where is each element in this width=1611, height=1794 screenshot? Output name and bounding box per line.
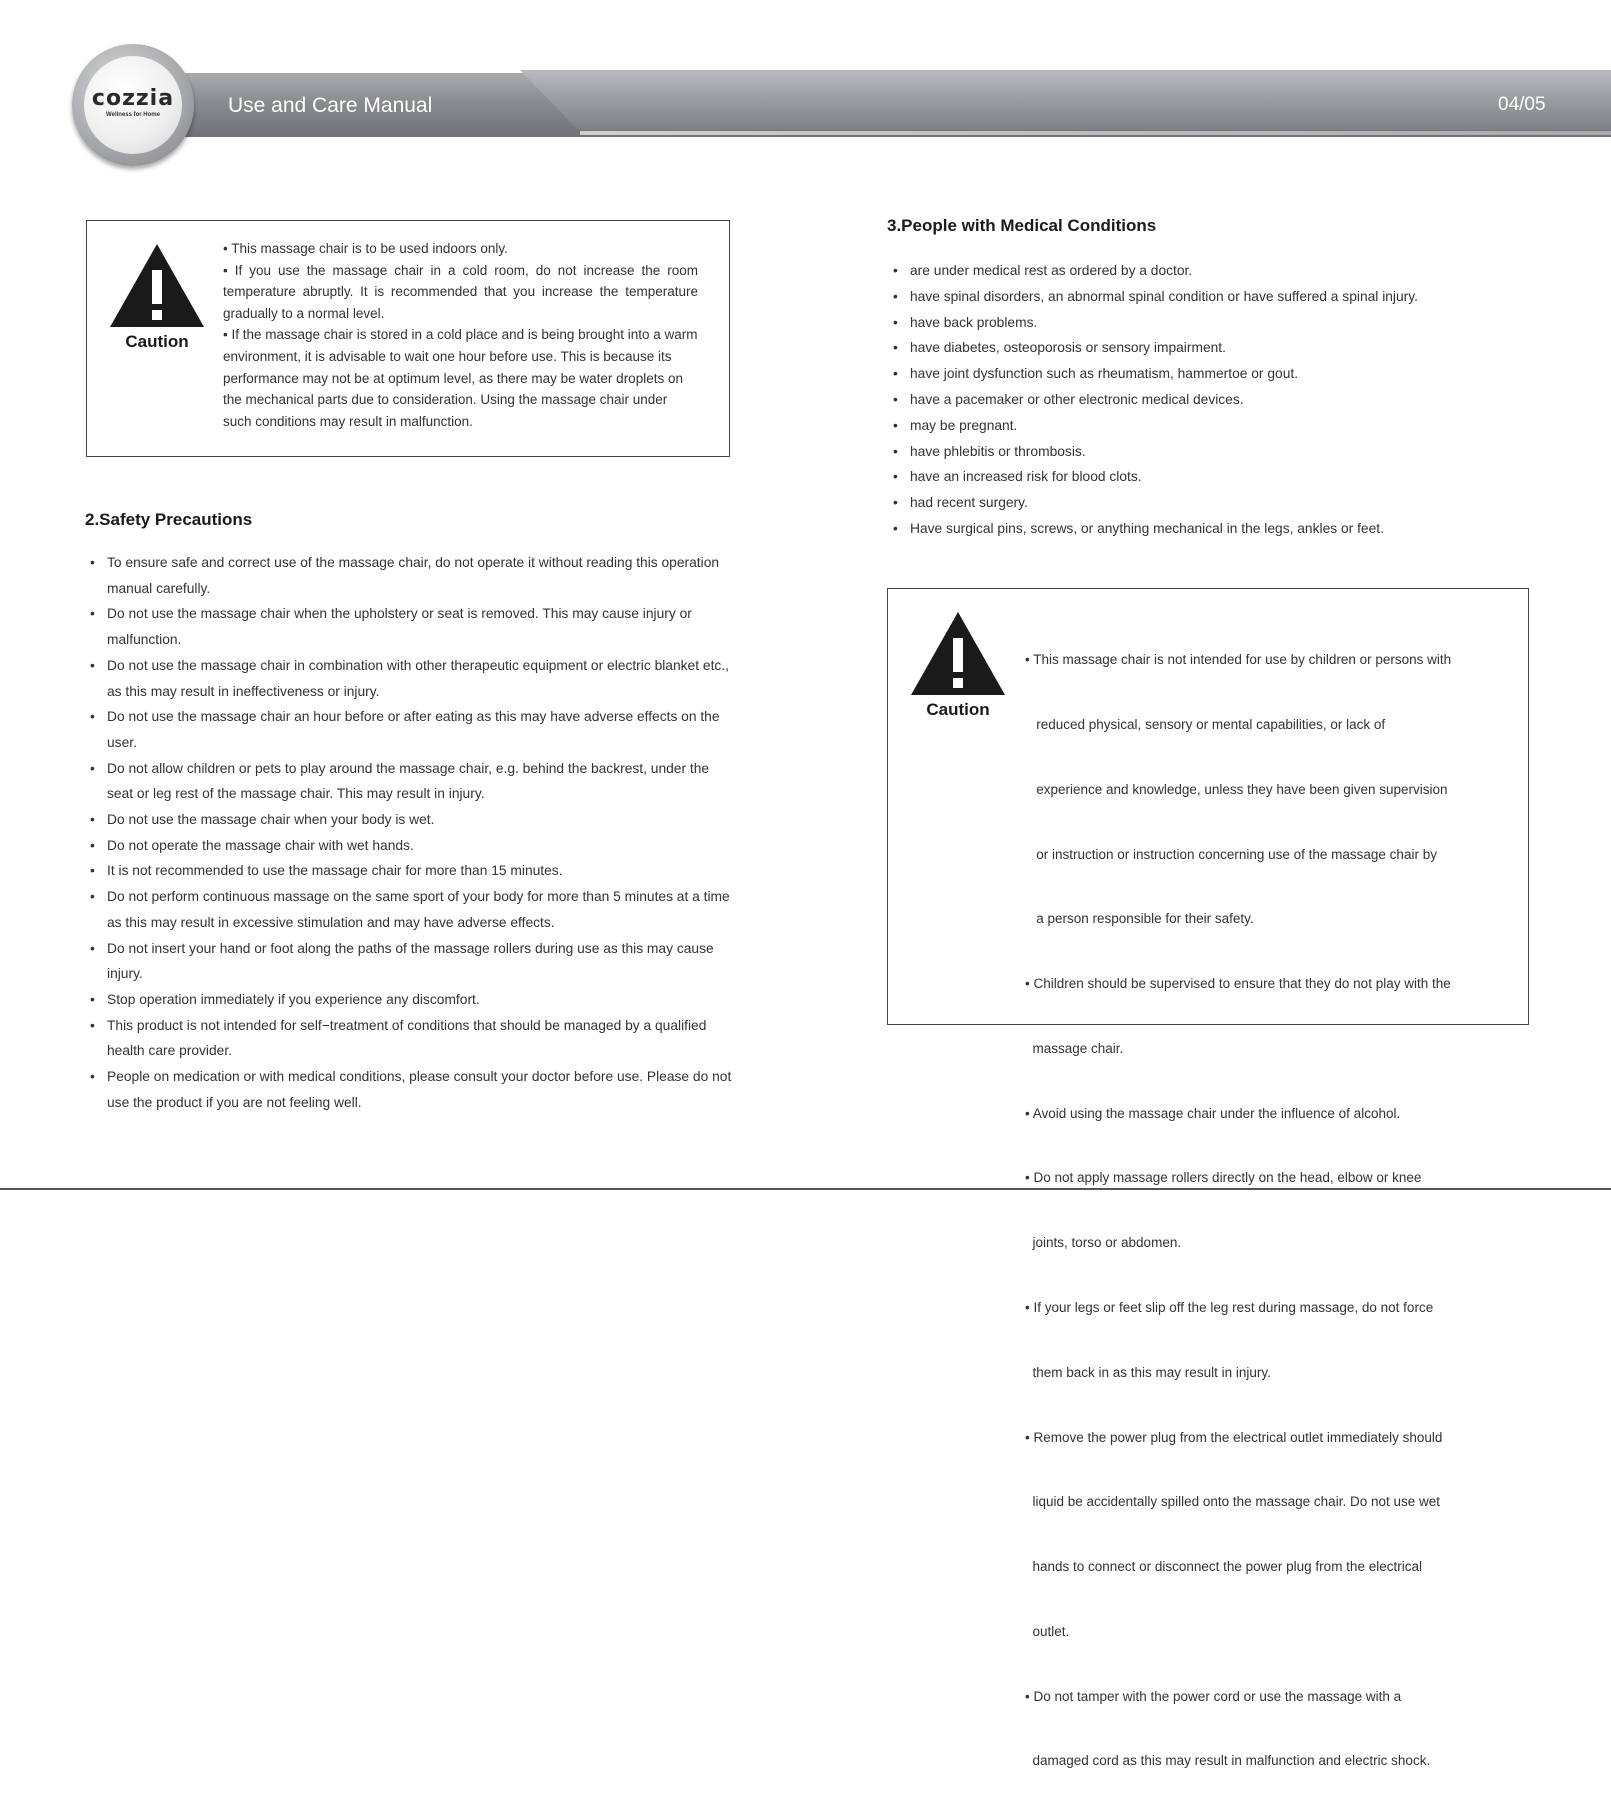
list-item: • had recent surgery.: [891, 490, 1571, 516]
caution-line: • Do not apply massage rollers directly on the head, elbow or knee: [1025, 1170, 1422, 1186]
logo: cozzia: [91, 86, 175, 111]
list-item: • have back problems.: [891, 310, 1571, 336]
list-item: • Do not operate the massage chair with wet hands.: [88, 833, 738, 859]
caution-line: • Remove the power plug from the electrical outlet immediately should: [1025, 1429, 1443, 1445]
caution-line: hands to connect or disconnect the power plug from the electrical: [1025, 1559, 1422, 1575]
caution-line: a person responsible for their safety.: [1025, 911, 1254, 927]
bottom-rule: [0, 1188, 1611, 1190]
list-item: • People on medication or with medical conditions, please consult your doctor before use. Please do not use the product if you are not feeling well.: [88, 1064, 738, 1115]
caution-text-block: [1025, 606, 1525, 1794]
list-item: • Do not use the massage chair when the upholstery or seat is removed. This may cause injury or malfunction.: [88, 601, 738, 652]
list-item: • have phlebitis or thrombosis.: [891, 439, 1571, 465]
list-item: • may be pregnant.: [891, 413, 1571, 439]
medical-list: [891, 258, 1571, 542]
caution-line: • Children should be supervised to ensure that they do not play with the: [1025, 976, 1451, 992]
caution-line: outlet.: [1025, 1623, 1070, 1639]
caution-line: joints, torso or abdomen.: [1025, 1235, 1182, 1251]
list-item: • It is not recommended to use the massage chair for more than 15 minutes.: [88, 858, 738, 884]
caution-label: Caution: [926, 700, 990, 719]
list-item: • have a pacemaker or other electronic medical devices.: [891, 387, 1571, 413]
page-number: 04/05: [1498, 94, 1546, 115]
caution-line: reduced physical, sensory or mental capabilities, or lack of: [1025, 716, 1386, 732]
list-item: • Do not use the massage chair an hour before or after eating as this may have adverse effects on the user.: [88, 704, 738, 755]
list-item: • have an increased risk for blood clots.: [891, 464, 1571, 490]
warning-icon: [110, 244, 204, 327]
caution-line: • If you use the massage chair in a cold room, do not increase the room temperature abruptly. It is recommended that you increase the temperature gradually to a normal level.: [223, 262, 698, 321]
header-band-accent: [520, 70, 1611, 130]
caution-line: • This massage chair is not intended for use by children or persons with: [1025, 652, 1452, 668]
warning-icon: [911, 612, 1005, 695]
list-item: • Do not use the massage chair when your body is wet.: [88, 807, 738, 833]
list-item: • This product is not intended for self−treatment of conditions that should be managed by a qualified health care provider.: [88, 1013, 738, 1064]
list-item: • have joint dysfunction such as rheumatism, hammertoe or gout.: [891, 361, 1571, 387]
caution-line: them back in as this may result in injury.: [1025, 1364, 1271, 1380]
caution-line: • Avoid using the massage chair under the influence of alcohol.: [1025, 1105, 1401, 1121]
list-item: • Do not allow children or pets to play around the massage chair, e.g. behind the backrest, under the seat or leg rest of the massage chair. This may result in injury.: [88, 756, 738, 807]
caution-line: • If the massage chair is stored in a cold place and is being brought into a warm environment, it is advisable to wait one hour before use. This is because its performance may not be at optimum level, as there may be water droplets on the mechanical parts due to consideration. Using the massage chair under such conditions may result in malfunction.: [223, 327, 698, 429]
safety-list: [88, 550, 738, 1115]
list-item: • have spinal disorders, an abnormal spinal condition or have suffered a spinal injury.: [891, 284, 1571, 310]
list-item: • To ensure safe and correct use of the massage chair, do not operate it without reading this operation manual carefully.: [88, 550, 738, 601]
caution-line: damaged cord as this may result in malfunction and electric shock.: [1025, 1753, 1431, 1769]
header-band-line: [580, 131, 1611, 135]
list-item: • have diabetes, osteoporosis or sensory impairment.: [891, 335, 1571, 361]
caution-line: • Do not tamper with the power cord or use the massage with a: [1025, 1688, 1402, 1704]
section-title-medical: 3.People with Medical Conditions: [887, 216, 1157, 235]
list-item: • are under medical rest as ordered by a doctor.: [891, 258, 1571, 284]
caution-line: or instruction or instruction concerning use of the massage chair by: [1025, 846, 1437, 862]
section-title-safety: 2.Safety Precautions: [85, 510, 253, 529]
caution-line: experience and knowledge, unless they have been given supervision: [1025, 781, 1448, 797]
caution-line: massage chair.: [1025, 1040, 1124, 1056]
caution-text-block: [223, 238, 698, 432]
page-title: Use and Care Manual: [228, 94, 433, 117]
list-item: • Stop operation immediately if you experience any discomfort.: [88, 987, 738, 1013]
logo-tagline: Wellness for Home: [106, 112, 160, 118]
list-item: • Have surgical pins, screws, or anything mechanical in the legs, ankles or feet.: [891, 516, 1571, 542]
list-item: • Do not perform continuous massage on the same sport of your body for more than 5 minutes at a time as this may result in excessive stimulation and may have adverse effects.: [88, 884, 738, 935]
list-item: • Do not insert your hand or foot along the paths of the massage rollers during use as this may cause injury.: [88, 936, 738, 987]
caution-line: • If your legs or feet slip off the leg rest during massage, do not force: [1025, 1300, 1434, 1315]
list-item: • Do not use the massage chair in combination with other therapeutic equipment or electric blanket etc., as this may result in ineffectiveness or injury.: [88, 653, 738, 704]
caution-label: Caution: [125, 332, 189, 351]
caution-line: liquid be accidentally spilled onto the massage chair. Do not use wet: [1025, 1494, 1440, 1510]
caution-line: • This massage chair is to be used indoors only.: [223, 241, 508, 256]
